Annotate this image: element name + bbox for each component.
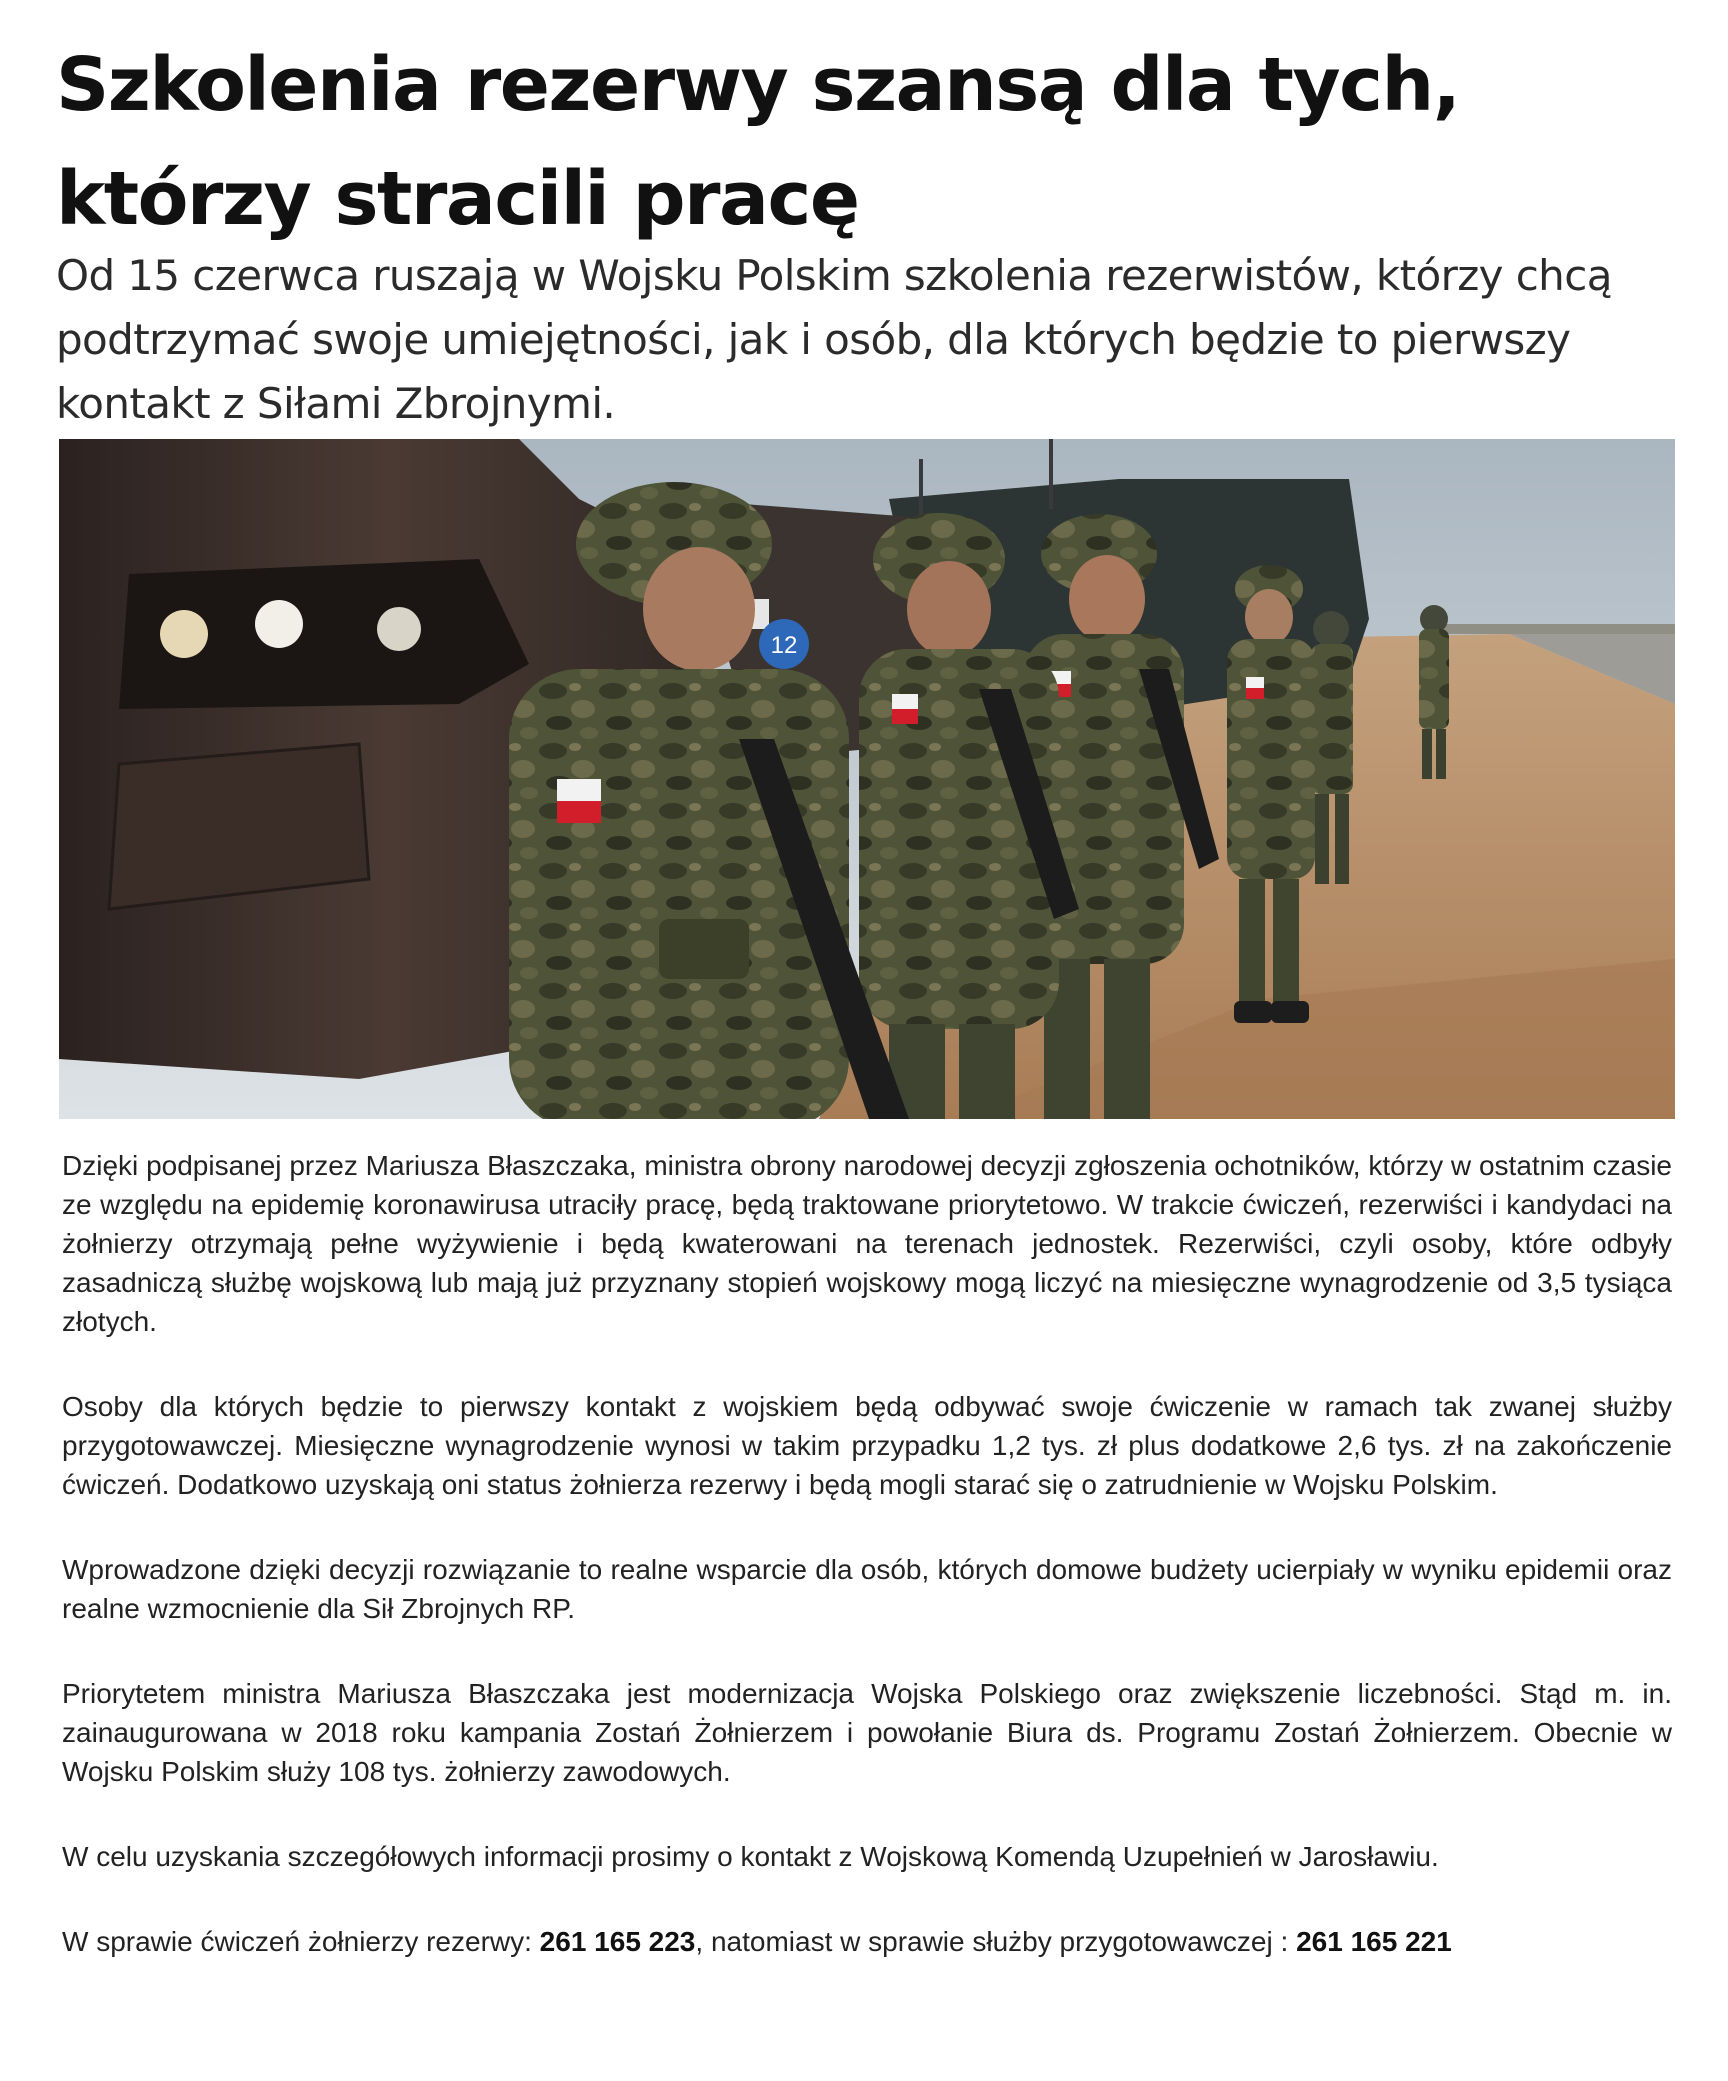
article-paragraph-2: Osoby dla których będzie to pierwszy kontakt z wojskiem będą odbywać swoje ćwiczenie w ramach tak zwanej służby przygotowawczej. Miesięczne wynagrodzenie wynosi w takim przypadku 1,2 tys. zł plus dodatkowe 2,6 tys. zł na zakończenie ćwiczeń. Dodatkowo uzyskają oni status żołnierza rezerwy i będą mogli starać się o zatrudnienie w Wojsku Polskim.: [62, 1391, 1672, 1500]
article-title-line-2: którzy stracili pracę: [56, 156, 859, 242]
contact-reserve-label: W sprawie ćwiczeń żołnierzy rezerwy:: [62, 1926, 540, 1957]
vehicle-headlight: [377, 607, 421, 651]
vehicle-number: 12: [770, 632, 798, 659]
contact-prep-label: , natomiast w sprawie służby przygotowawczej :: [695, 1926, 1297, 1957]
contact-line: [62, 1922, 1672, 1961]
contact-reserve-phone: 261 165 223: [539, 1926, 696, 1957]
article-paragraph-5: W celu uzyskania szczegółowych informacji prosimy o kontakt z Wojskową Komendą Uzupełnień w Jarosławiu.: [62, 1841, 1439, 1872]
horizon: [1439, 624, 1675, 634]
article-photo: [59, 439, 1675, 1119]
soldiers-illustration: [59, 439, 1675, 1119]
contact-prep-phone: 261 165 221: [1296, 1926, 1452, 1957]
article-title-line-1: Szkolenia rezerwy szansą dla tych,: [56, 42, 1460, 128]
article-paragraph-4: Priorytetem ministra Mariusza Błaszczaka jest modernizacja Wojska Polskiego oraz zwiększenie liczebności. Stąd m. in. zainaugurowana w 2018 roku kampania Zostań Żołnierzem i powołanie Biura ds. Programu Zostań Żołnierzem. Obecnie w Wojsku Polskim służy 108 tys. żołnierzy zawodowych.: [62, 1678, 1672, 1787]
vehicle-headlight: [255, 600, 303, 648]
article-body: [62, 1146, 1672, 2007]
article-paragraph-1: Dzięki podpisanej przez Mariusza Błaszczaka, ministra obrony narodowej decyzji zgłoszenia ochotników, którzy w ostatnim czasie ze względu na epidemię koronawirusa utraciły pracę, będą traktowane priorytetowo. W trakcie ćwiczeń, rezerwiści i kandydaci na żołnierzy otrzymają pełne wyżywienie i będą kwaterowani na terenach jednostek. Rezerwiści, czyli osoby, które odbyły zasadniczą służbę wojskową lub mają już przyznany stopień wojskowy mogą liczyć na miesięczne wynagrodzenie od 3,5 tysiąca złotych.: [62, 1150, 1672, 1337]
vehicle-headlight: [160, 610, 208, 658]
article-lead: Od 15 czerwca ruszają w Wojsku Polskim szkolenia rezerwistów, którzy chcą podtrzymać swoje umiejętności, jak i osób, dla których będzie to pierwszy kontakt z Siłami Zbrojnymi.: [56, 251, 1612, 428]
article-title: [56, 28, 1676, 256]
article-paragraph-3: Wprowadzone dzięki decyzji rozwiązanie to realne wsparcie dla osób, których domowe budżety ucierpiały w wyniku epidemii oraz realne wzmocnienie dla Sił Zbrojnych RP.: [62, 1554, 1672, 1624]
